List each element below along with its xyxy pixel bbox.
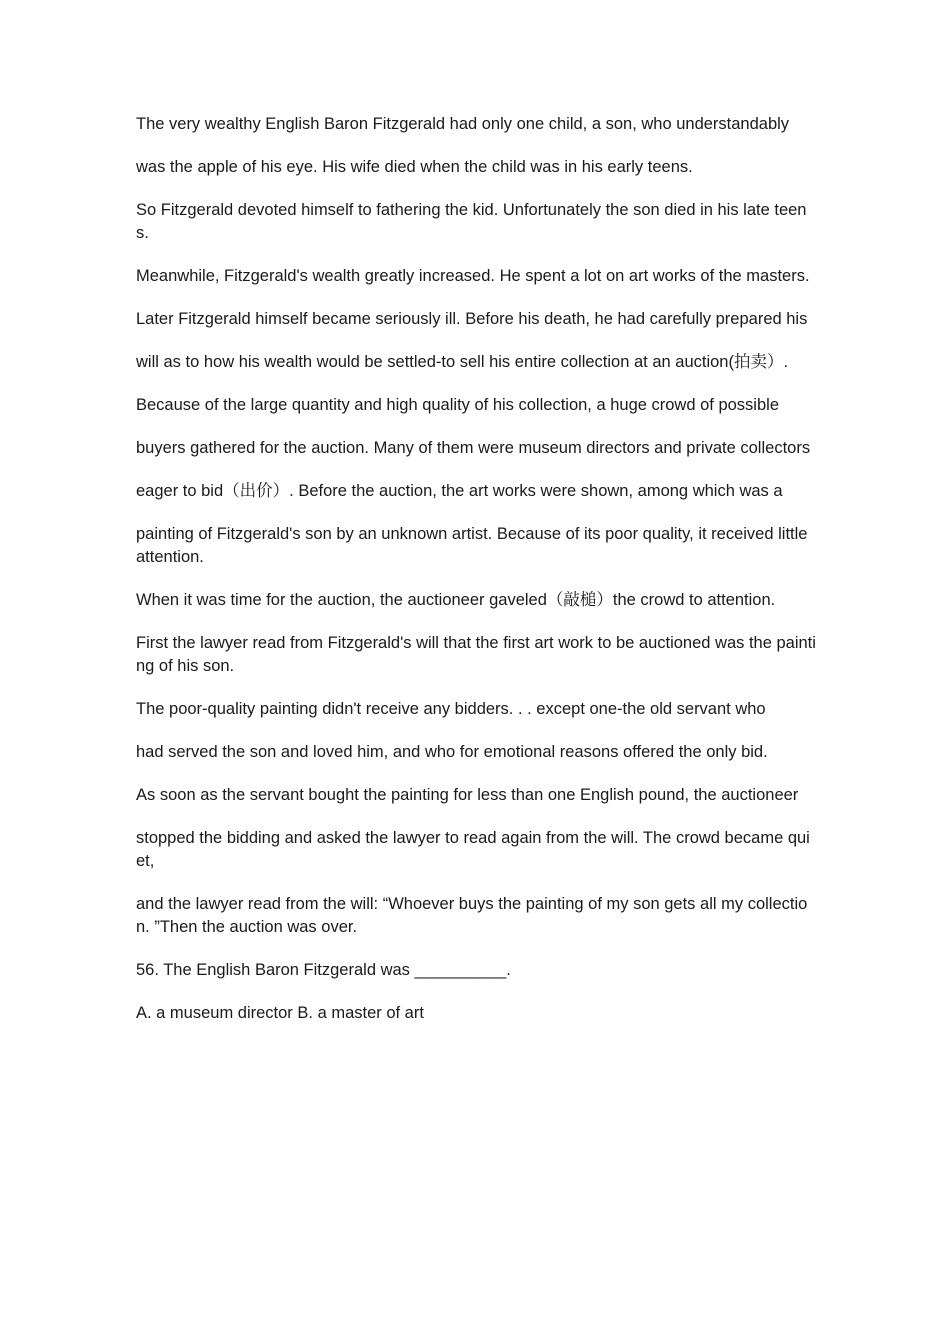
paragraph-16: stopped the bidding and asked the lawyer to read again from the will. The crowd became quiet, xyxy=(136,829,810,870)
paragraph-15: As soon as the servant bought the painting for less than one English pound, the auctioneer xyxy=(136,786,799,804)
paragraph-1: The very wealthy English Baron Fitzgerald had only one child, a son, who understandably xyxy=(136,115,790,133)
paragraph-14: had served the son and loved him, and who for emotional reasons offered the only bid. xyxy=(136,743,768,761)
paragraph-2: was the apple of his eye. His wife died when the child was in his early teens. xyxy=(136,158,693,176)
paragraph-4: Meanwhile, Fitzgerald's wealth greatly increased. He spent a lot on art works of the masters. xyxy=(136,267,810,285)
paragraph-11: When it was time for the auction, the auctioneer gaveled（敲槌）the crowd to attention. xyxy=(136,591,776,609)
document-page xyxy=(136,113,816,1045)
question-56-options: A. a museum director B. a master of art xyxy=(136,1004,424,1022)
paragraph-7: Because of the large quantity and high quality of his collection, a huge crowd of possible xyxy=(136,396,779,414)
paragraph-10: painting of Fitzgerald's son by an unknown artist. Because of its poor quality, it received little attention. xyxy=(136,525,808,566)
paragraph-9: eager to bid（出价）. Before the auction, the art works were shown, among which was a xyxy=(136,482,783,500)
question-56: 56. The English Baron Fitzgerald was __________. xyxy=(136,961,511,979)
paragraph-13: The poor-quality painting didn't receive any bidders. . . except one-the old servant who xyxy=(136,700,766,718)
paragraph-6: will as to how his wealth would be settled-to sell his entire collection at an auction(拍卖）. xyxy=(136,353,789,371)
paragraph-8: buyers gathered for the auction. Many of them were museum directors and private collectors xyxy=(136,439,811,457)
paragraph-3: So Fitzgerald devoted himself to fathering the kid. Unfortunately the son died in his late teens. xyxy=(136,201,807,242)
paragraph-12: First the lawyer read from Fitzgerald's will that the first art work to be auctioned was the painting of his son. xyxy=(136,634,816,675)
paragraph-17: and the lawyer read from the will: “Whoever buys the painting of my son gets all my collection. ”Then the auction was over. xyxy=(136,895,808,936)
paragraph-5: Later Fitzgerald himself became seriously ill. Before his death, he had carefully prepared his xyxy=(136,310,808,328)
